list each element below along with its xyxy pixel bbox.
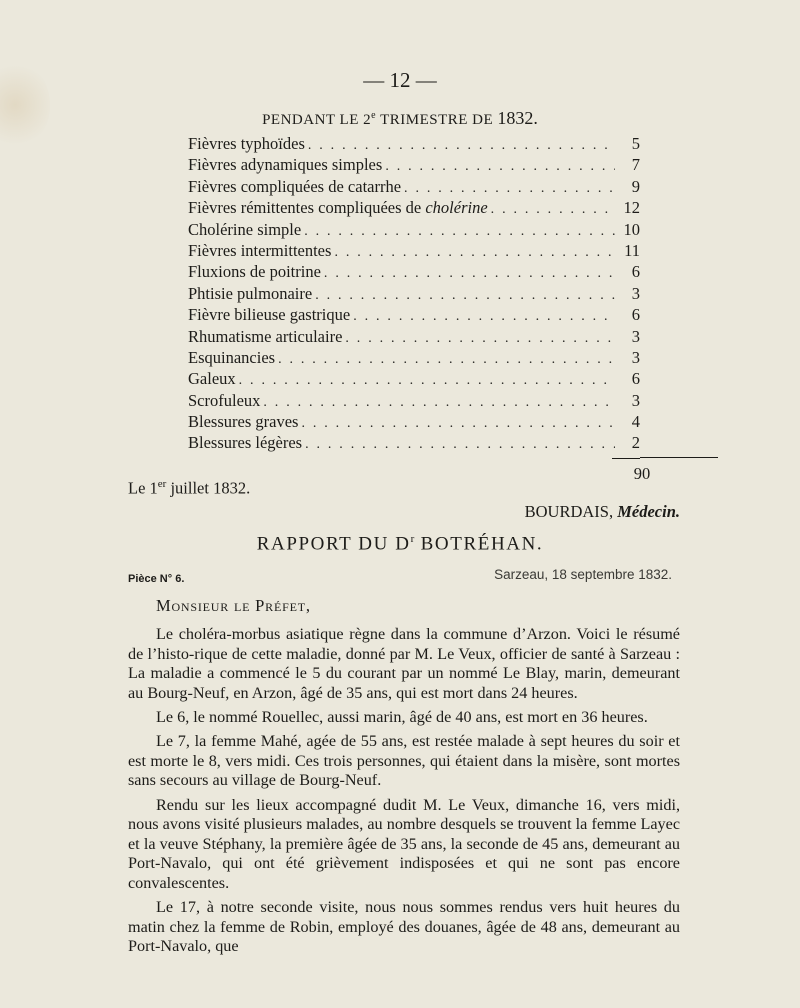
- leader-dots: [324, 266, 615, 282]
- disease-name: Rhumatisme articulaire: [188, 326, 343, 346]
- leader-dots: [491, 202, 615, 218]
- case-count: 3: [631, 390, 640, 410]
- paragraph: Le choléra-morbus asiatique règne dans la commune d’Arzon. Voici le résumé de l’histo-rique de cette maladie, donné par M. Le Veux, officier de santé à Sarzeau : La maladie a commencé le 5 du courant par un nommé Le Blay, marin, demeurant au Bourg-Neuf, en Arzon, âgé de 35 ans, qui est mort dans 24 heures.: [128, 625, 680, 702]
- disease-name: Fièvre bilieuse gastrique: [188, 305, 351, 325]
- case-count: 2: [631, 433, 640, 453]
- leader-dots: [385, 159, 615, 175]
- disease-name: Fièvres compliquées de catarrhe: [188, 176, 402, 196]
- disease-name-part: Fièvres rémittentes compliquées de: [188, 198, 426, 218]
- table-row: [188, 220, 640, 241]
- letter-body: [128, 625, 680, 961]
- leader-dots: [305, 437, 615, 453]
- total-rule-extension: [640, 457, 718, 458]
- disease-name-italic: cholérine: [425, 198, 488, 218]
- heading-prefix: PENDANT LE 2: [262, 112, 372, 128]
- disease-name: Cholérine simple: [188, 219, 302, 239]
- leader-dots: [334, 245, 615, 261]
- disease-name: Blessures légères: [188, 433, 303, 453]
- leader-dots: [278, 352, 615, 368]
- total-count: 90: [633, 464, 651, 483]
- table-row: [188, 241, 640, 262]
- leader-dots: [304, 224, 615, 240]
- case-count: 10: [623, 219, 640, 239]
- paragraph: Rendu sur les lieux accompagné dudit M. Le Veux, dimanche 16, vers midi, nous avons visité plusieurs malades, au nombre desquels se trouvent la femme Layec et la veuve Stéphany, la première âgée de 35 ans, la seconde de 45 ans, demeurant au Port-Navalo, qui ont été grièvement indisposées et qui ne sont pas encore convalescentes.: [128, 795, 680, 892]
- table-row: [188, 412, 640, 433]
- disease-name: Blessures graves: [188, 412, 299, 432]
- case-count: 6: [631, 369, 640, 389]
- page-number: — 12 —: [363, 68, 437, 92]
- table-row: [188, 198, 640, 219]
- leader-dots: [315, 288, 615, 304]
- total-rule: [612, 458, 640, 459]
- disease-name: Fièvres adynamiques simples: [188, 155, 383, 175]
- case-count: 9: [631, 176, 640, 196]
- leader-dots: [263, 395, 615, 411]
- case-count: 3: [631, 347, 640, 367]
- report-title-sup: r: [410, 533, 415, 545]
- disease-name: Galeux: [188, 369, 236, 389]
- table-row: [188, 391, 640, 412]
- leader-dots: [345, 331, 615, 347]
- case-count: 6: [631, 262, 640, 282]
- paragraph: Le 6, le nommé Rouellec, aussi marin, âgé de 40 ans, est mort en 36 heures.: [156, 707, 648, 726]
- disease-name: Fluxions de poitrine: [188, 262, 321, 282]
- date-suffix: juillet 1832.: [166, 478, 251, 498]
- heading-middle: TRIMESTRE DE: [376, 112, 498, 128]
- case-count: 11: [624, 240, 640, 260]
- signature: [0, 502, 680, 522]
- disease-name: Esquinancies: [188, 347, 276, 367]
- case-count: 7: [631, 155, 640, 175]
- table-row: [188, 262, 640, 283]
- piece-label: Pièce N° 6.: [128, 573, 185, 585]
- leader-dots: [301, 416, 615, 432]
- disease-table: [188, 134, 640, 455]
- report-title-prefix: RAPPORT DU D: [256, 533, 411, 555]
- case-count: 12: [623, 198, 640, 218]
- table-row: [188, 134, 640, 155]
- report-title: [0, 533, 800, 555]
- leader-dots: [308, 138, 615, 154]
- paragraph: Le 7, la femme Mahé, agée de 55 ans, est restée malade à sept heures du soir et est morte le 8, vers midi. Ces trois personnes, qui étaient dans la misère, sont mortes sans secours au village de Bourg-Neuf.: [128, 732, 680, 790]
- report-date: [128, 478, 250, 499]
- case-count: 3: [631, 283, 640, 303]
- disease-name: Scrofuleux: [188, 390, 261, 410]
- disease-name: Phtisie pulmonaire: [188, 283, 313, 303]
- case-count: 4: [631, 412, 640, 432]
- table-row: [188, 305, 640, 326]
- case-count: 5: [631, 134, 640, 153]
- date-prefix: Le 1: [128, 478, 158, 498]
- disease-name: Fièvres intermittentes: [188, 240, 332, 260]
- leader-dots: [239, 373, 615, 389]
- date-sup: er: [157, 478, 167, 490]
- disease-name: [188, 198, 488, 218]
- signature-name: BOURDAIS,: [524, 502, 618, 521]
- salutation: Monsieur le Préfet,: [156, 596, 311, 615]
- disease-name: Fièvres typhoïdes: [188, 134, 305, 153]
- table-row: [188, 177, 640, 198]
- table-row: [188, 284, 640, 305]
- table-row: [188, 327, 640, 348]
- paragraph: Le 17, à notre seconde visite, nous nous sommes rendus vers huit heures du matin chez la femme de Robin, employé des douanes, âgée de 48 ans, demeurant au Port-Navalo, que: [128, 898, 680, 956]
- leader-dots: [353, 309, 615, 325]
- place-date: Sarzeau, 18 septembre 1832.: [494, 567, 672, 582]
- signature-title: Médecin.: [617, 502, 680, 521]
- leader-dots: [404, 181, 615, 197]
- table-row: [188, 155, 640, 176]
- section-heading: [0, 108, 800, 129]
- heading-year: 1832.: [497, 108, 538, 128]
- heading-sup: e: [371, 110, 377, 121]
- case-count: 3: [631, 326, 640, 346]
- report-title-suffix: BOTRÉHAN.: [414, 533, 544, 555]
- case-count: 6: [631, 305, 640, 325]
- table-row: [188, 369, 640, 390]
- table-row: [188, 433, 640, 454]
- table-row: [188, 348, 640, 369]
